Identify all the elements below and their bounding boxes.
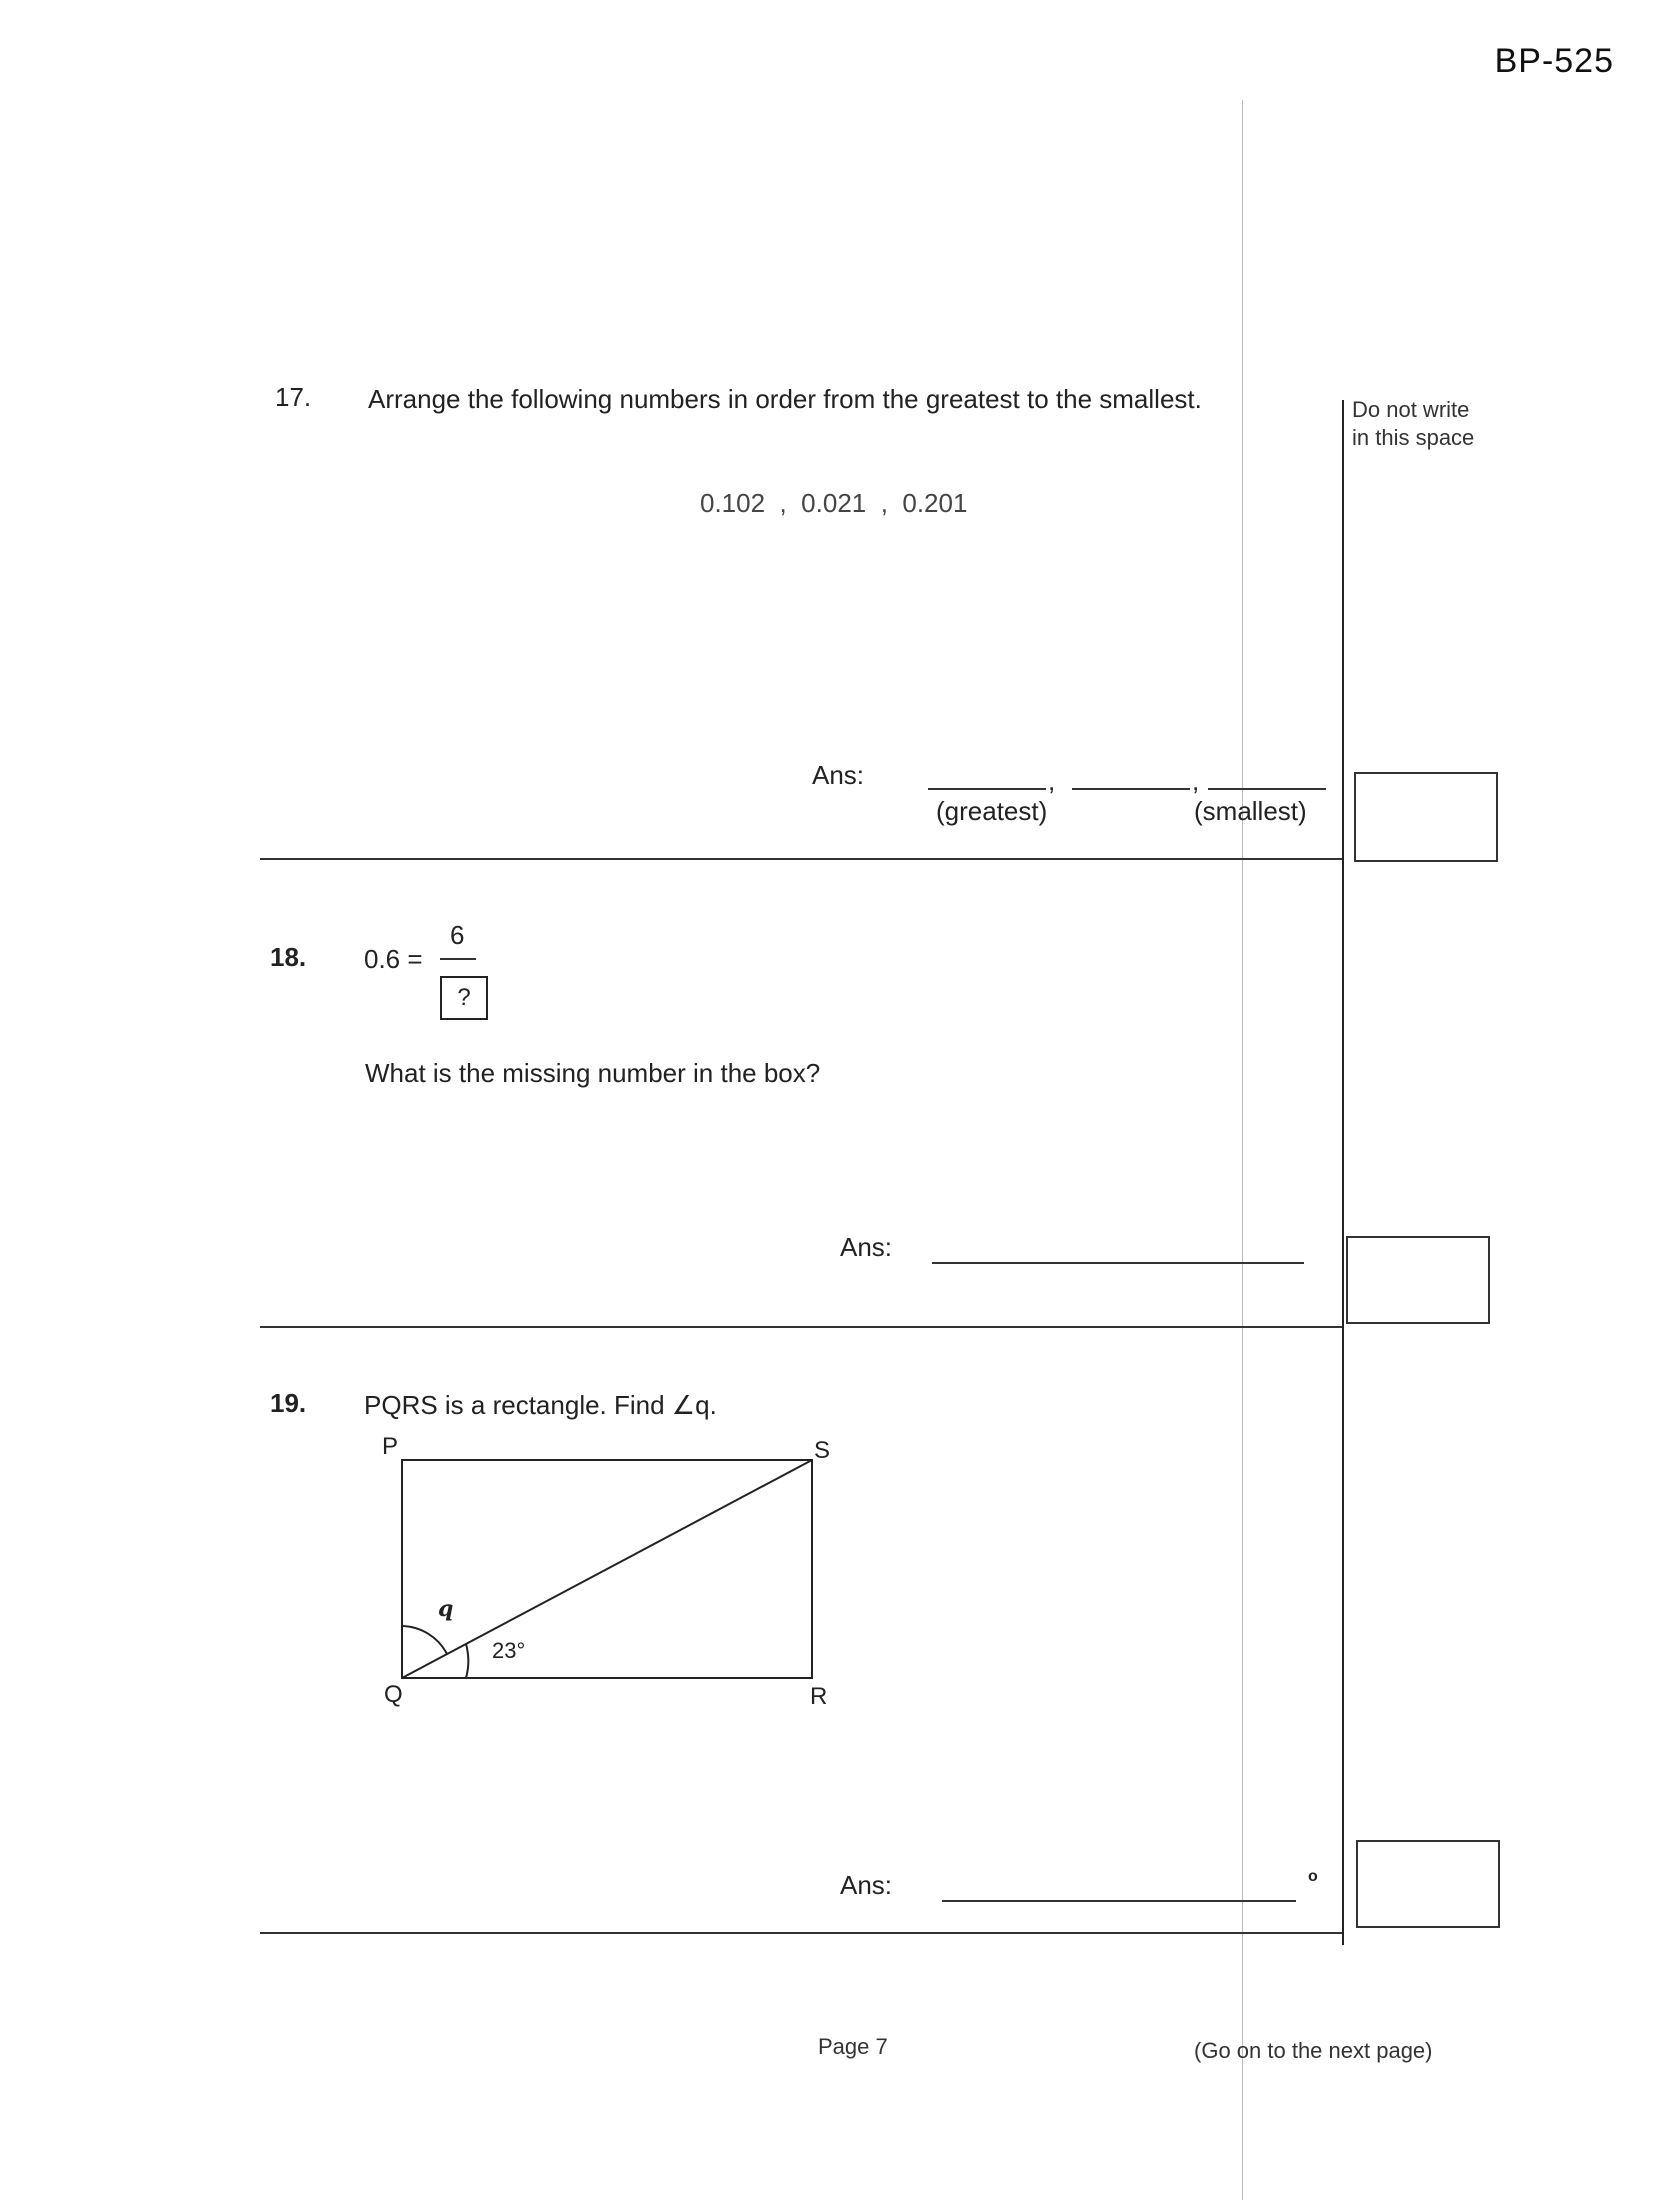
q17-ans-label: Ans: — [812, 760, 865, 790]
angle-q-arc — [402, 1626, 447, 1654]
q17-number: 17. — [275, 382, 312, 412]
q17-comma-1: , — [1048, 766, 1056, 796]
q17-greatest-label: (greatest) — [936, 796, 1048, 826]
paper-code: BP-525 — [1494, 42, 1614, 80]
vertex-q-label: Q — [384, 1681, 403, 1708]
q19-rectangle-diagram — [370, 1430, 850, 1720]
q17-comma-2: , — [1192, 766, 1200, 796]
q17-marks-box — [1354, 772, 1498, 862]
margin-note — [1352, 396, 1474, 452]
q18-marks-box — [1346, 1236, 1490, 1324]
angle-q-label: q — [438, 1596, 454, 1622]
q19-number: 19. — [270, 1388, 307, 1418]
q18-lhs: 0.6 = — [364, 944, 423, 974]
angle-23-arc — [466, 1644, 468, 1678]
q19-marks-box — [1356, 1840, 1500, 1928]
q18-divider — [260, 1326, 1342, 1328]
q19-degree-unit: o — [1308, 1868, 1318, 1885]
q17-answer-blank-2[interactable] — [1072, 788, 1190, 790]
margin-rule — [1342, 400, 1344, 1945]
page-number: Page 7 — [818, 2034, 888, 2059]
q17-numbers: 0.102 , 0.021 , 0.201 — [700, 488, 968, 518]
q17-answer-blank-1[interactable] — [928, 788, 1046, 790]
q18-fraction-bar — [440, 958, 476, 960]
q18-text: What is the missing number in the box? — [365, 1058, 821, 1088]
q17-text: Arrange the following numbers in order from the greatest to the smallest. — [368, 384, 1202, 414]
q18-ans-label: Ans: — [840, 1232, 893, 1262]
angle-23-label: 23° — [492, 1638, 526, 1663]
q19-ans-label: Ans: — [840, 1870, 893, 1900]
scan-artifact-line — [1242, 100, 1243, 2200]
q17-smallest-label: (smallest) — [1194, 796, 1307, 826]
margin-note-line1: Do not write — [1352, 397, 1470, 422]
vertex-r-label: R — [810, 1683, 828, 1710]
go-on-note: (Go on to the next page) — [1194, 2038, 1433, 2063]
q18-missing-number-box: ? — [440, 976, 488, 1020]
q19-answer-blank[interactable] — [942, 1900, 1296, 1902]
q17-answer-blank-3[interactable] — [1208, 788, 1326, 790]
q18-answer-blank[interactable] — [932, 1262, 1304, 1264]
vertex-s-label: S — [814, 1437, 831, 1464]
q19-divider — [260, 1932, 1342, 1934]
margin-note-line2: in this space — [1352, 425, 1475, 450]
diagonal-qs — [402, 1460, 812, 1678]
q19-text: PQRS is a rectangle. Find ∠q. — [364, 1390, 717, 1420]
q18-numerator: 6 — [450, 920, 465, 950]
vertex-p-label: P — [382, 1433, 399, 1460]
q18-number: 18. — [270, 942, 307, 972]
q17-divider — [260, 858, 1342, 860]
